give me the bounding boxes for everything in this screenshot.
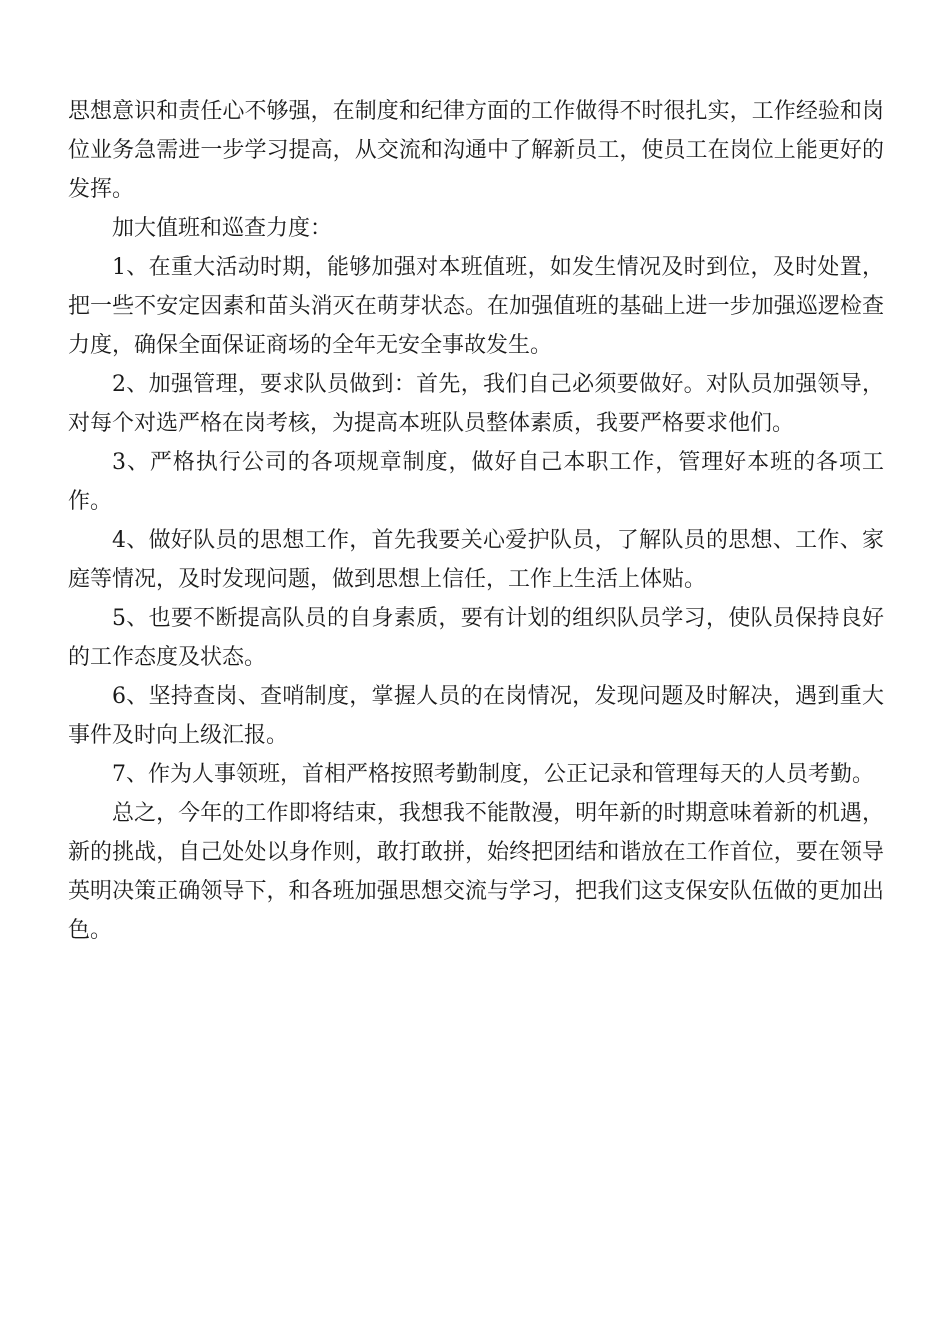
paragraph-item-4: 4、做好队员的思想工作，首先我要关心爱护队员，了解队员的思想、工作、家庭等情况，及时发现问题，做到思想上信任，工作上生活上体贴。 (68, 528, 884, 592)
document-body (68, 92, 884, 950)
paragraph-item-5: 5、也要不断提高队员的自身素质，要有计划的组织队员学习，使队员保持良好的工作态度及状态。 (68, 606, 884, 670)
paragraph-item-6: 6、坚持查岗、查哨制度，掌握人员的在岗情况，发现问题及时解决，遇到重大事件及时向上级汇报。 (68, 684, 884, 748)
paragraph-continuation: 思想意识和责任心不够强，在制度和纪律方面的工作做得不时很扎实，工作经验和岗位业务急需进一步学习提高，从交流和沟通中了解新员工，使员工在岗位上能更好的发挥。 (68, 99, 884, 202)
paragraph-item-7: 7、作为人事领班，首相严格按照考勤制度，公正记录和管理每天的人员考勤。 (112, 762, 874, 787)
paragraph-heading-patrol: 加大值班和巡查力度： (112, 216, 333, 241)
paragraph-item-2: 2、加强管理，要求队员做到：首先，我们自己必须要做好。对队员加强领导，对每个对选严格在岗考核，为提高本班队员整体素质，我要严格要求他们。 (68, 372, 884, 436)
paragraph-item-1: 1、在重大活动时期，能够加强对本班值班，如发生情况及时到位，及时处置，把一些不安定因素和苗头消灭在萌芽状态。在加强值班的基础上进一步加强巡逻检查力度，确保全面保证商场的全年无安全事故发生。 (68, 255, 884, 358)
paragraph-conclusion: 总之，今年的工作即将结束，我想我不能散漫，明年新的时期意味着新的机遇，新的挑战，自己处处以身作则，敢打敢拼，始终把团结和谐放在工作首位，要在领导英明决策正确领导下，和各班加强思想交流与学习，把我们这支保安队伍做的更加出色。 (68, 801, 884, 943)
paragraph-item-3: 3、严格执行公司的各项规章制度，做好自己本职工作，管理好本班的各项工作。 (68, 450, 884, 514)
